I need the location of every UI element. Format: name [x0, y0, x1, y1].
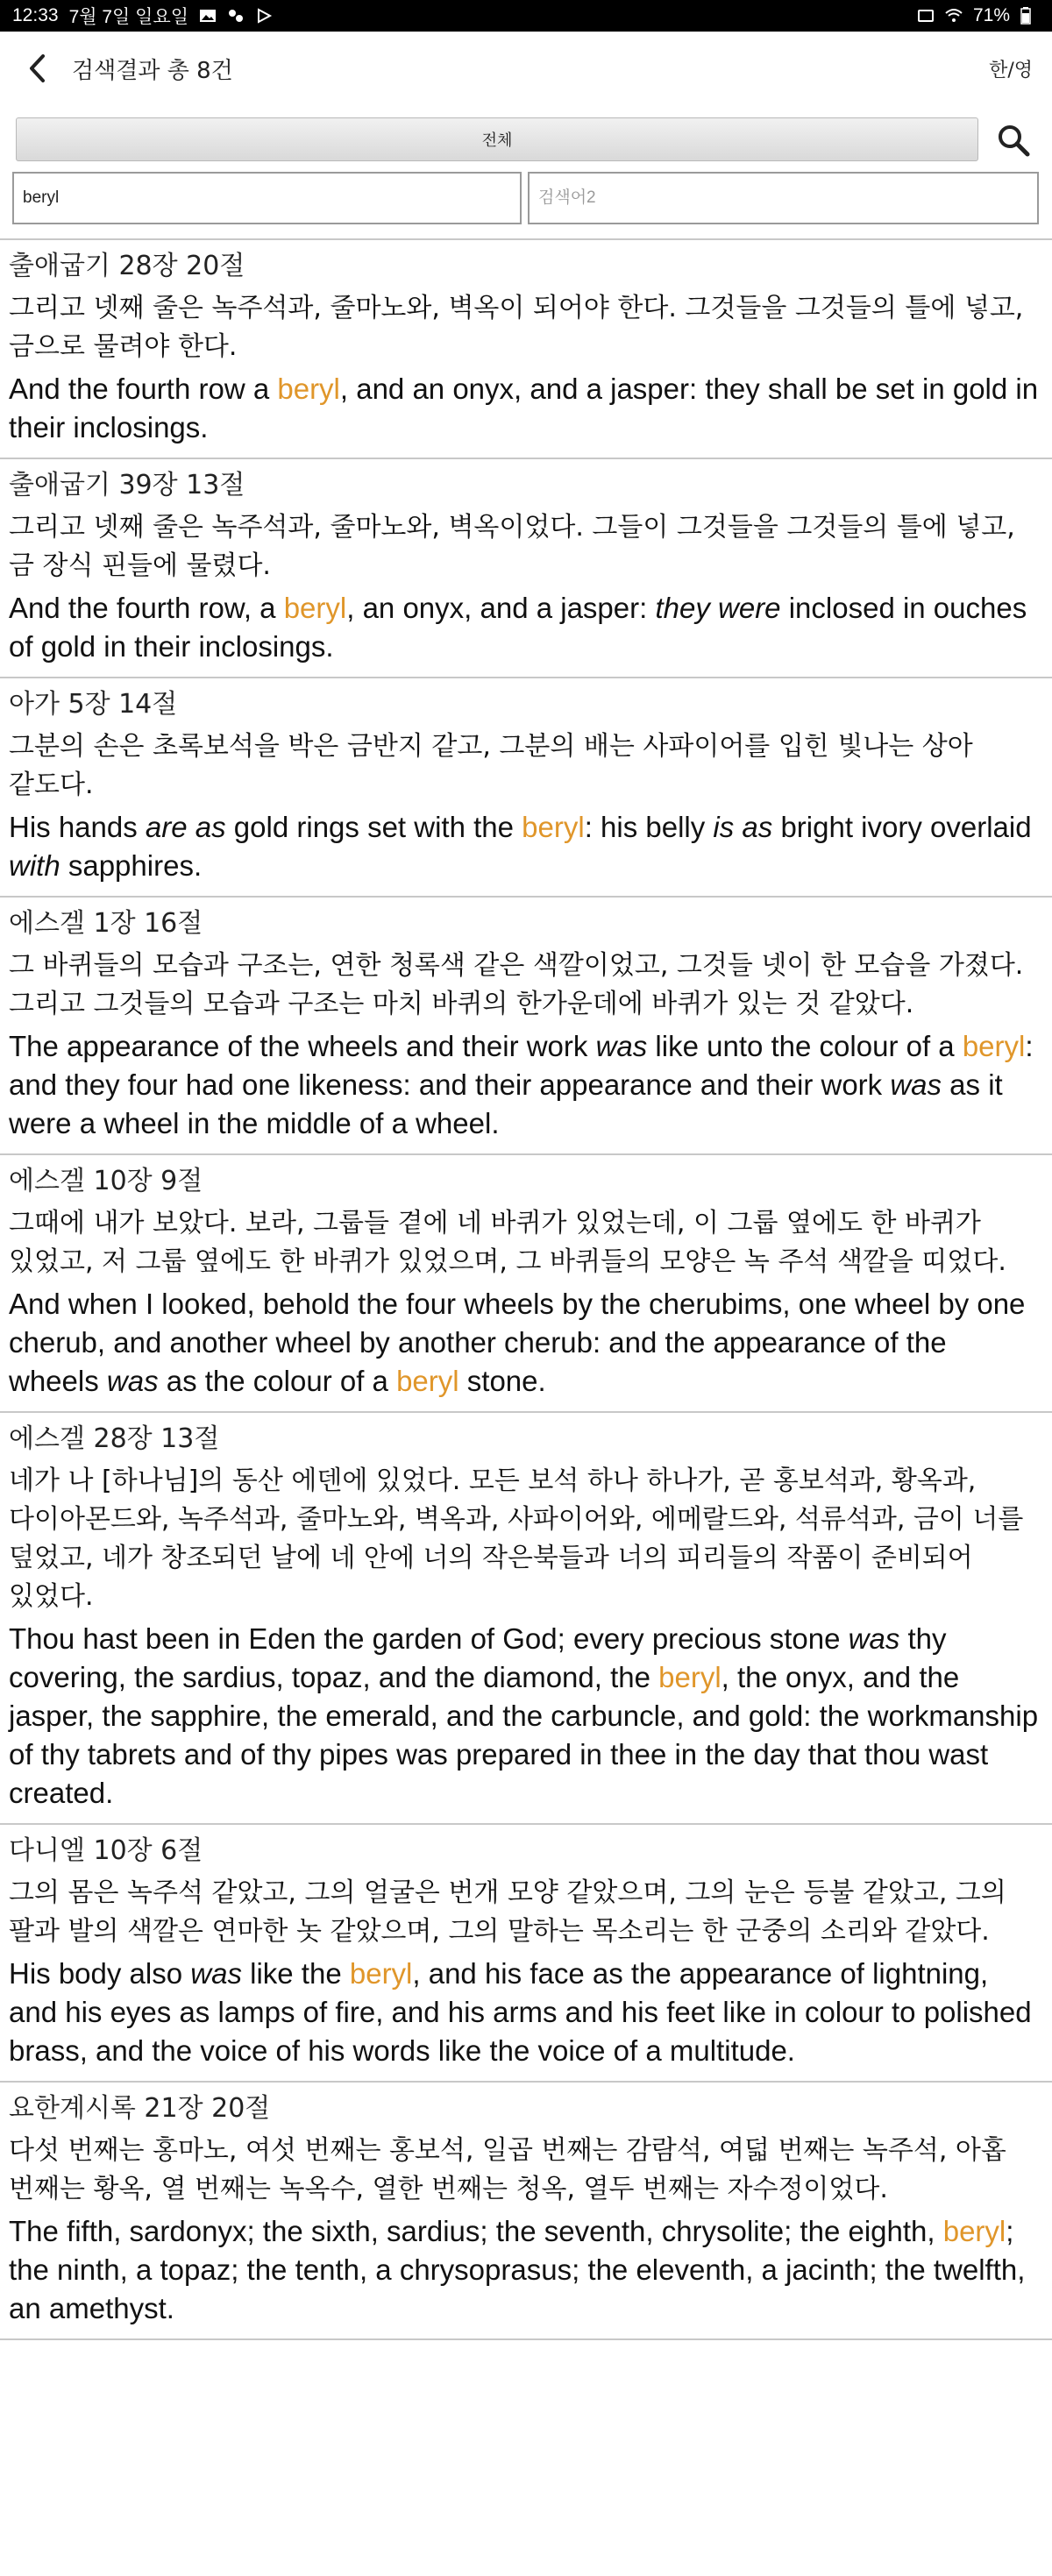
verse-text-korean: 네가 나 [하나님]의 동산 에덴에 있었다. 모든 보석 하나 하나가, 곧 홍보석과, 황옥과, 다이아몬드와, 녹주석과, 줄마노와, 벽옥과, 사파이어와, 에메랄드와, 석류석과, 금이 너를 덮었고, 네가 창조되던 날에 네 안에 너의 작은북들과 너의 피리들의 작품이 준비되어 있었다.: [9, 1465, 1024, 1612]
verse-text-korean: 그때에 내가 보았다. 보라, 그룹들 곁에 네 바퀴가 있었는데, 이 그룹 옆에도 한 바퀴가 있었고, 저 그룹 옆에도 한 바퀴가 있었으며, 그 바퀴들의 모양은 녹 주석 색깔을 띠었다.: [9, 1208, 1006, 1277]
search-panel: [0, 109, 1052, 238]
verse-text-segment: , and his face as the appearance of lightning, and his eyes as lamps of fire, and his arms and his feet like in colour to polished brass, and the voice of his words like the voice of a multitude.: [9, 1957, 1032, 2067]
verse-text-korean: 그리고 넷째 줄은 녹주석과, 줄마노와, 벽옥이었다. 그들이 그것들을 그것들의 틀에 넣고, 금 장식 핀들에 물렸다.: [9, 512, 1015, 581]
status-date: 7월 7일 일요일: [68, 7, 189, 27]
search-button[interactable]: [989, 116, 1038, 165]
keyword-highlight: beryl: [396, 1365, 459, 1397]
verse-text-segment: ; the ninth, a topaz; the tenth, a chrysoprasus; the eleventh, a jacinth; the twelfth, an amethyst.: [9, 2215, 1026, 2324]
verse-text-segment: inclosed in ouches of gold in their inclosings.: [9, 592, 1027, 663]
keyword1-input[interactable]: [12, 172, 522, 224]
verse-text-segment: , an onyx, and a jasper:: [346, 592, 656, 624]
status-bar: [0, 0, 1052, 32]
verse-reference: 에스겔 28장 13절: [9, 1423, 220, 1454]
keyword-highlight: beryl: [349, 1957, 413, 1990]
verse-text-segment: : his belly: [584, 811, 714, 843]
result-item[interactable]: [0, 1413, 1052, 1825]
result-item[interactable]: [0, 240, 1052, 459]
verse-italic-text: with: [9, 849, 60, 882]
search-icon: [996, 123, 1031, 158]
verse-text-segment: And the fourth row, a: [9, 592, 284, 624]
cast-icon: [917, 8, 935, 24]
keyword-highlight: beryl: [283, 592, 347, 624]
keyword-highlight: beryl: [962, 1030, 1026, 1062]
keyword2-input[interactable]: [528, 172, 1039, 224]
verse-reference: 에스겔 10장 9절: [9, 1166, 203, 1196]
verse-text-english: [9, 2212, 1043, 2328]
verse-text-korean: 그의 몸은 녹주석 같았고, 그의 얼굴은 번개 모양 같았으며, 그의 눈은 등불 같았고, 그의 팔과 발의 색깔은 연마한 놋 같았으며, 그의 말하는 목소리는 한 군중의 소리와 같았다.: [9, 1877, 1006, 1947]
verse-text-english: [9, 1620, 1043, 1813]
verse-text-segment: as it were a wheel in the middle of a wheel.: [9, 1068, 1003, 1139]
scope-dropdown[interactable]: 전체: [16, 117, 978, 161]
verse-text-segment: sapphires.: [60, 849, 203, 882]
verse-text-english: [9, 370, 1043, 447]
play-store-icon: [255, 8, 273, 24]
back-button[interactable]: [19, 46, 54, 90]
app-header: [0, 32, 1052, 105]
verse-text-segment: The appearance of the wheels and their work: [9, 1030, 596, 1062]
verse-italic-text: is as: [713, 811, 773, 843]
verse-italic-text: are as: [145, 811, 226, 843]
result-item[interactable]: [0, 1825, 1052, 2083]
results-list: [0, 238, 1052, 2340]
notification-icon: [227, 8, 245, 24]
result-item[interactable]: [0, 459, 1052, 678]
verse-text-segment: like the: [241, 1957, 350, 1990]
result-item[interactable]: [0, 2083, 1052, 2340]
verse-text-english: [9, 1027, 1043, 1143]
verse-text-segment: His hands: [9, 811, 146, 843]
verse-reference: 요한계시록 21장 20절: [9, 2093, 271, 2124]
gallery-icon: [199, 8, 217, 24]
result-item[interactable]: [0, 678, 1052, 898]
verse-text-korean: 그분의 손은 초록보석을 박은 금반지 같고, 그분의 배는 사파이어를 입힌 빛나는 상아 같도다.: [9, 731, 973, 800]
result-item[interactable]: [0, 898, 1052, 1155]
keyword-highlight: beryl: [942, 2215, 1006, 2247]
page-title: 검색결과 총 8건: [72, 57, 233, 84]
verse-italic-text: was: [106, 1365, 159, 1397]
verse-text-korean: 그리고 넷째 줄은 녹주석과, 줄마노와, 벽옥이 되어야 한다. 그것들을 그것들의 틀에 넣고, 금으로 물려야 한다.: [9, 293, 1024, 362]
verse-text-segment: His body also: [9, 1957, 191, 1990]
battery-icon: [1020, 7, 1031, 25]
verse-text-segment: The fifth, sardonyx; the sixth, sardius; the seventh, chrysolite; the eighth,: [9, 2215, 943, 2247]
verse-italic-text: was: [595, 1030, 648, 1062]
verse-text-english: [9, 1285, 1043, 1401]
verse-text-segment: , and an onyx, and a jasper: they shall be set in gold in their inclosings.: [9, 373, 1039, 444]
verse-reference: 출애굽기 28장 20절: [9, 251, 245, 281]
verse-text-segment: And the fourth row a: [9, 373, 278, 405]
verse-italic-text: was: [848, 1622, 900, 1655]
verse-text-segment: gold rings set with the: [225, 811, 522, 843]
battery-percent: 71%: [972, 5, 1010, 25]
verse-reference: 다니엘 10장 6절: [9, 1835, 203, 1866]
keyword-highlight: beryl: [522, 811, 585, 843]
status-time: 12:33: [12, 5, 59, 25]
verse-text-segment: like unto the colour of a: [647, 1030, 963, 1062]
verse-text-segment: stone.: [458, 1365, 546, 1397]
language-toggle-button[interactable]: 한/영: [989, 59, 1033, 82]
result-item[interactable]: [0, 1155, 1052, 1413]
verse-italic-text: was: [190, 1957, 242, 1990]
verse-text-english: [9, 1955, 1043, 2070]
wifi-icon: [945, 8, 963, 24]
verse-text-segment: bright ivory overlaid: [772, 811, 1032, 843]
verse-text-segment: as the colour of a: [158, 1365, 397, 1397]
verse-text-korean: 다섯 번째는 홍마노, 여섯 번째는 홍보석, 일곱 번째는 감람석, 여덟 번째는 녹주석, 아홉 번째는 황옥, 열 번째는 녹옥수, 열한 번째는 청옥, 열두 번째는 자수정이었다.: [9, 2135, 1006, 2204]
verse-text-english: [9, 808, 1043, 885]
verse-text-korean: 그 바퀴들의 모습과 구조는, 연한 청록색 같은 색깔이었고, 그것들 넷이 한 모습을 가졌다. 그리고 그것들의 모습과 구조는 마치 바퀴의 한가운데에 바퀴가 있는 것 같았다.: [9, 950, 1024, 1019]
verse-reference: 출애굽기 39장 13절: [9, 470, 245, 500]
verse-text-english: [9, 589, 1043, 666]
verse-text-segment: , the onyx, and the jasper, the sapphire, the emerald, and the carbuncle, and gold: the workmanship of thy tabrets and of thy pipes was prepared in thee in the day that thou wast created.: [9, 1661, 1039, 1809]
verse-text-segment: : and they four had one likeness: and their appearance and their work: [9, 1030, 1034, 1101]
back-arrow-icon: [27, 53, 46, 83]
keyword-highlight: beryl: [277, 373, 340, 405]
verse-italic-text: was: [890, 1068, 942, 1101]
verse-reference: 에스겔 1장 16절: [9, 908, 203, 939]
verse-text-segment: thy covering, the sardius, topaz, and the diamond, the: [9, 1622, 947, 1693]
verse-reference: 아가 5장 14절: [9, 689, 178, 720]
verse-italic-text: they were: [655, 592, 781, 624]
verse-text-segment: And when I looked, behold the four wheels by the cherubims, one wheel by one cherub, and another wheel by another cherub: and the appearance of the wheels: [9, 1288, 1026, 1397]
keyword-highlight: beryl: [658, 1661, 721, 1693]
verse-text-segment: Thou hast been in Eden the garden of God; every precious stone: [9, 1622, 849, 1655]
